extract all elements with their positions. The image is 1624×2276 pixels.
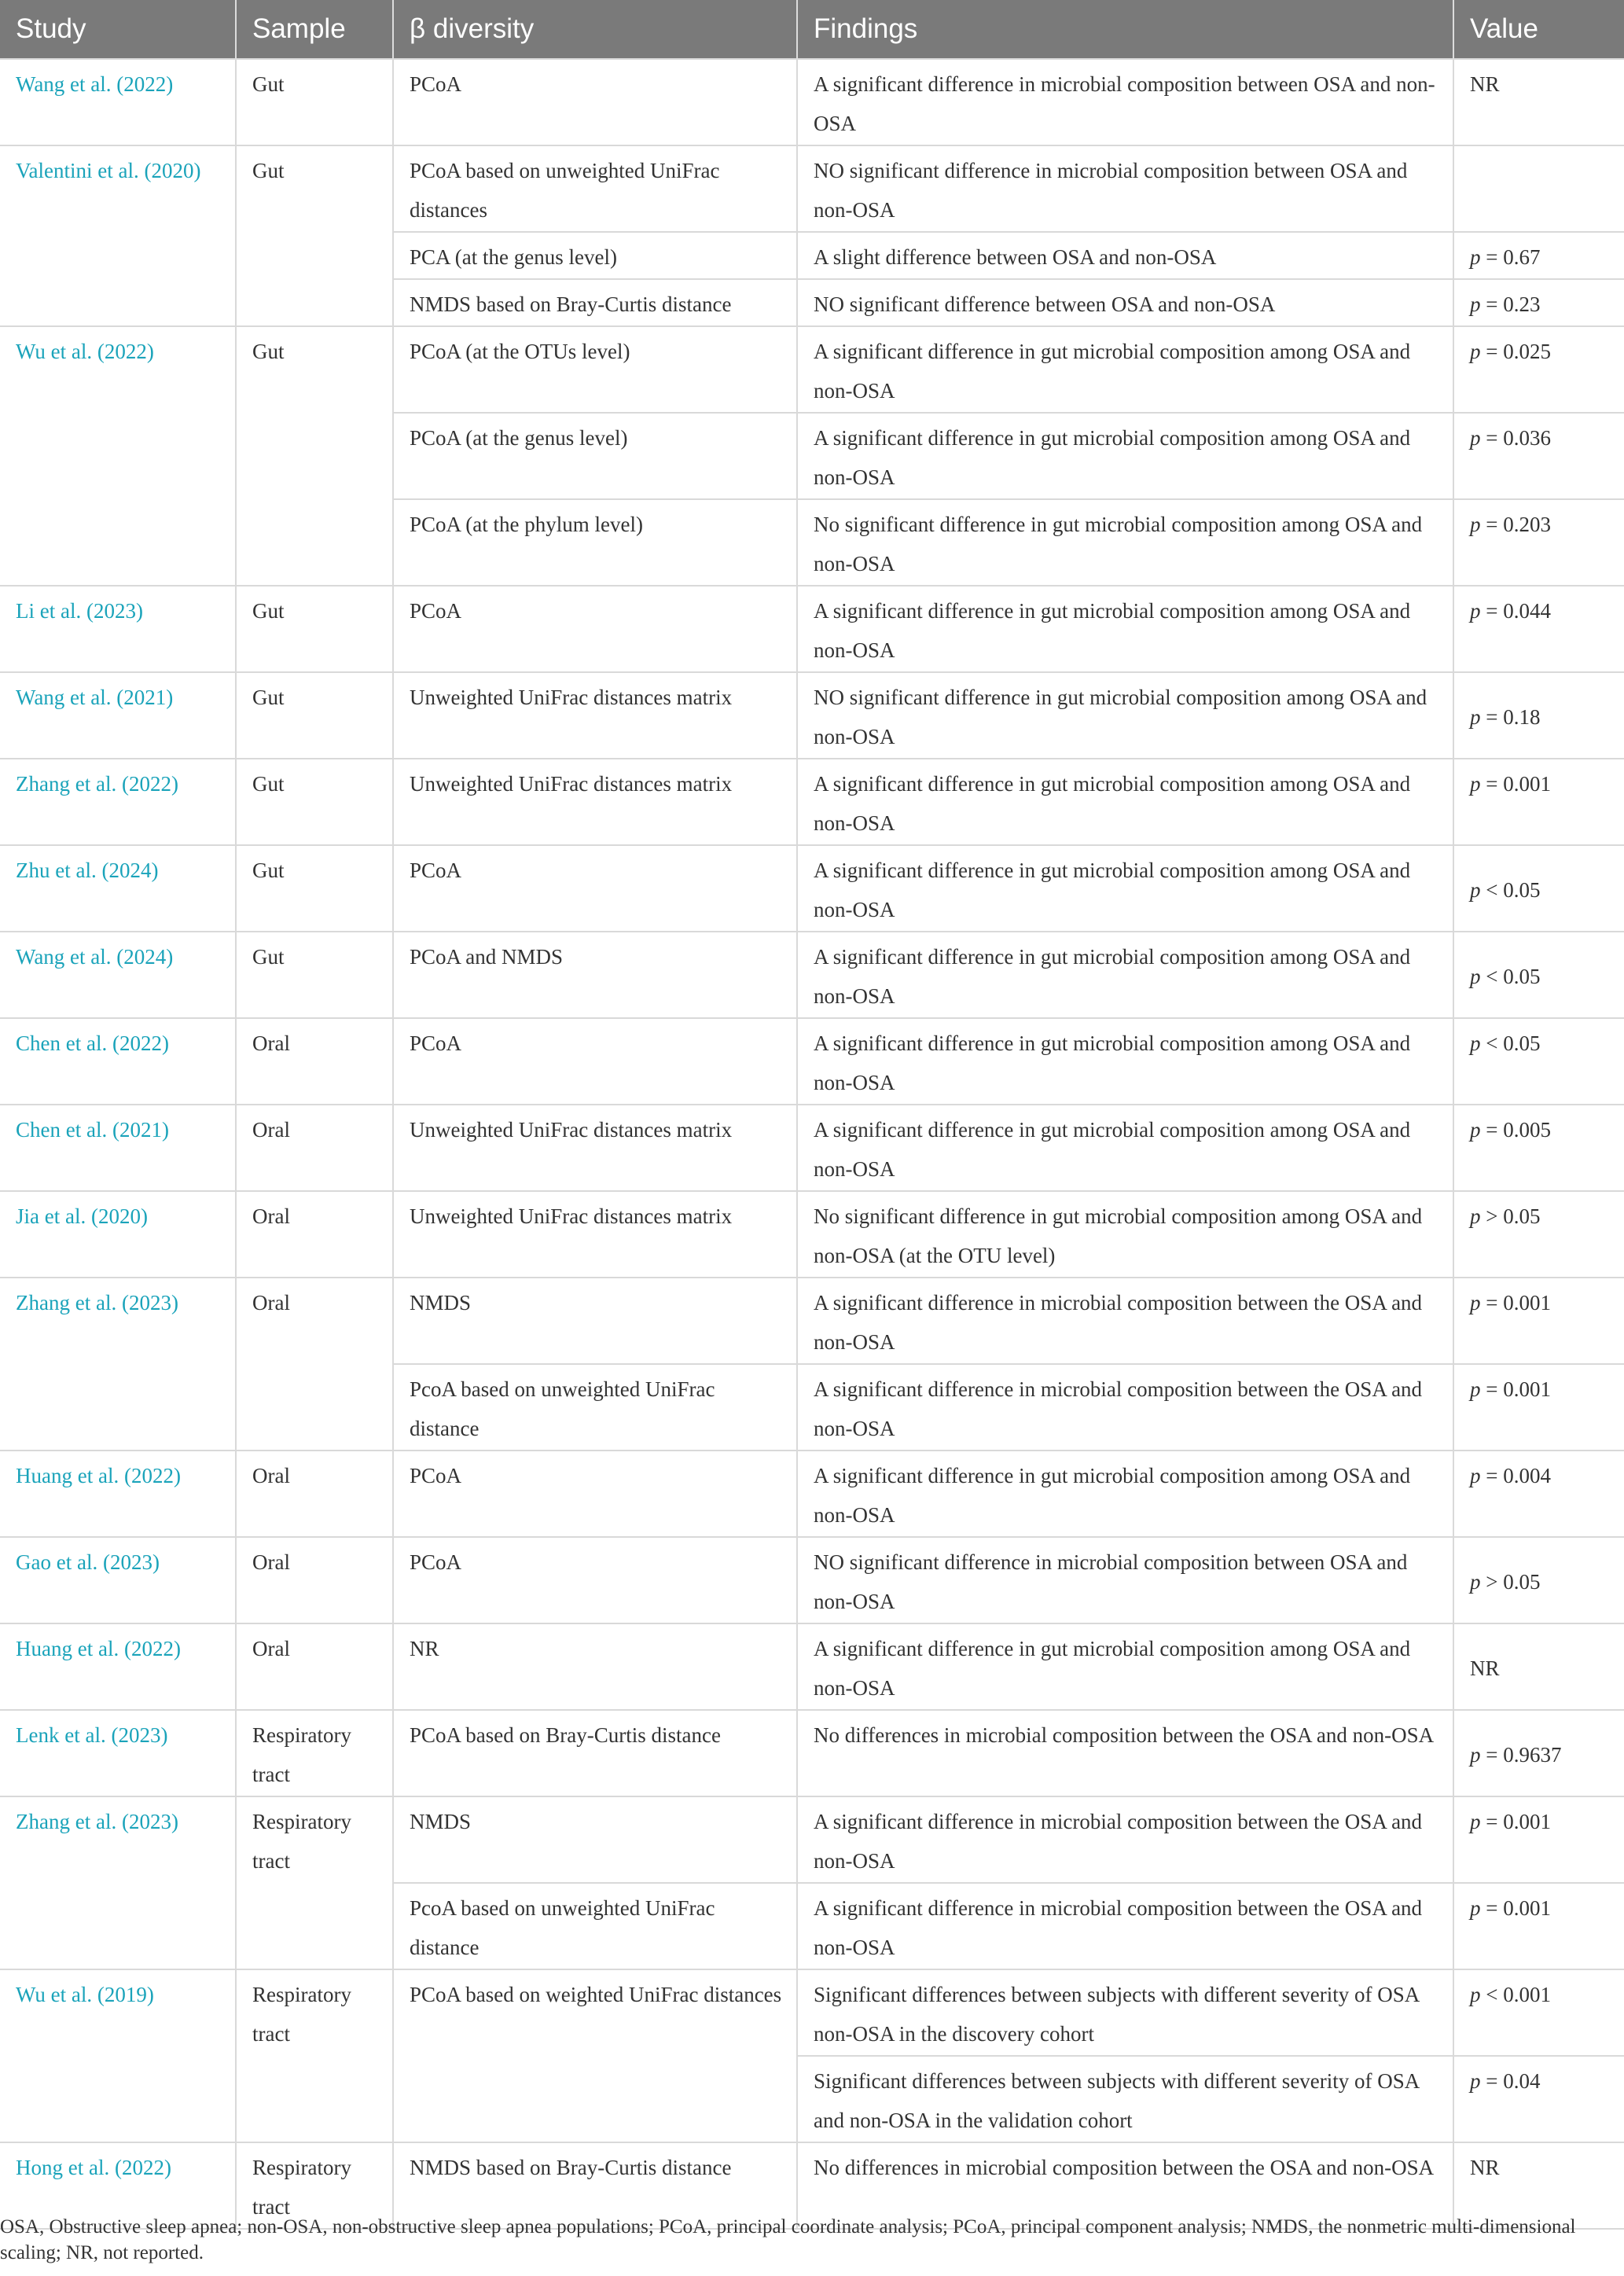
sample-cell: Oral <box>236 1537 393 1623</box>
sample-cell: Gut <box>236 59 393 145</box>
value-cell: p = 0.203 <box>1453 499 1624 586</box>
table-row <box>0 145 1624 232</box>
beta-diversity-cell: PcoA based on unweighted UniFrac distance <box>393 1883 797 1969</box>
study-link[interactable]: Zhang et al. (2022) <box>0 759 236 845</box>
findings-cell: Significant differences between subjects with different severity of OSA non-OSA in the discovery cohort <box>797 1969 1453 2056</box>
sample-cell: Gut <box>236 759 393 845</box>
value-cell: p = 0.001 <box>1453 1364 1624 1451</box>
study-link[interactable]: Hong et al. (2022) <box>0 2142 236 2229</box>
findings-cell: No significant difference in gut microbial composition among OSA and non-OSA <box>797 499 1453 586</box>
beta-diversity-cell: PCoA <box>393 586 797 672</box>
value-cell: p = 0.005 <box>1453 1105 1624 1191</box>
table-row <box>0 326 1624 413</box>
findings-cell: A significant difference in gut microbial composition among OSA and non-OSA <box>797 759 1453 845</box>
table-footnote: OSA, Obstructive sleep apnea; non-OSA, non-obstructive sleep apnea populations; PCoA, principal coordinate analysis; PCoA, principal component analysis; NMDS, the nonmetric multi-dimensional scaling; NR, not reported. <box>0 2216 1576 2263</box>
sample-cell: Respiratory tract <box>236 1796 393 1969</box>
beta-diversity-cell: Unweighted UniFrac distances matrix <box>393 672 797 759</box>
study-link[interactable]: Wu et al. (2019) <box>0 1969 236 2142</box>
sample-cell: Gut <box>236 672 393 759</box>
beta-diversity-cell: PCoA <box>393 845 797 932</box>
beta-diversity-cell: PcoA based on unweighted UniFrac distance <box>393 1364 797 1451</box>
sample-cell: Oral <box>236 1451 393 1537</box>
beta-diversity-cell: NMDS <box>393 1796 797 1883</box>
sample-cell: Oral <box>236 1105 393 1191</box>
findings-cell: A significant difference in gut microbial composition among OSA and non-OSA <box>797 413 1453 499</box>
findings-cell: A significant difference in microbial composition between the OSA and non-OSA <box>797 1796 1453 1883</box>
header-sample: Sample <box>236 0 393 59</box>
header-study: Study <box>0 0 236 59</box>
value-cell: p = 0.04 <box>1453 2056 1624 2142</box>
beta-diversity-cell: NMDS based on Bray-Curtis distance <box>393 2142 797 2229</box>
value-cell: p = 0.23 <box>1453 279 1624 326</box>
beta-diversity-cell: Unweighted UniFrac distances matrix <box>393 759 797 845</box>
value-cell: p = 0.025 <box>1453 326 1624 413</box>
study-link[interactable]: Lenk et al. (2023) <box>0 1710 236 1796</box>
table-row <box>0 759 1624 845</box>
findings-cell: A significant difference in gut microbial composition among OSA and non-OSA <box>797 845 1453 932</box>
table-row <box>0 1105 1624 1191</box>
sample-cell: Respiratory tract <box>236 2142 393 2229</box>
beta-diversity-cell: PCoA <box>393 1018 797 1105</box>
findings-cell: A significant difference in gut microbial composition among OSA and non-OSA <box>797 1623 1453 1710</box>
table-row <box>0 1278 1624 1364</box>
findings-cell: No differences in microbial composition between the OSA and non-OSA <box>797 1710 1453 1796</box>
table-row <box>0 1451 1624 1537</box>
value-cell: p = 0.001 <box>1453 759 1624 845</box>
beta-diversity-cell: PCoA based on Bray-Curtis distance <box>393 1710 797 1796</box>
beta-diversity-cell: PCoA (at the OTUs level) <box>393 326 797 413</box>
beta-diversity-cell: PCoA <box>393 1451 797 1537</box>
study-link[interactable]: Wang et al. (2024) <box>0 932 236 1018</box>
findings-cell: No differences in microbial composition between the OSA and non-OSA <box>797 2142 1453 2229</box>
beta-diversity-cell: PCoA <box>393 1537 797 1623</box>
header-findings: Findings <box>797 0 1453 59</box>
table-row <box>0 1537 1624 1623</box>
findings-cell: A significant difference in microbial composition between OSA and non-OSA <box>797 59 1453 145</box>
beta-diversity-cell: Unweighted UniFrac distances matrix <box>393 1191 797 1278</box>
study-link[interactable]: Chen et al. (2021) <box>0 1105 236 1191</box>
table-row <box>0 932 1624 1018</box>
value-cell: p = 0.036 <box>1453 413 1624 499</box>
table-header-row <box>0 0 1624 59</box>
study-link[interactable]: Zhu et al. (2024) <box>0 845 236 932</box>
study-link[interactable]: Zhang et al. (2023) <box>0 1278 236 1451</box>
value-cell: p > 0.05 <box>1453 1537 1624 1623</box>
study-link[interactable]: Valentini et al. (2020) <box>0 145 236 326</box>
table-row <box>0 1969 1624 2056</box>
findings-cell: A significant difference in microbial composition between the OSA and non-OSA <box>797 1883 1453 1969</box>
value-cell: p = 0.001 <box>1453 1796 1624 1883</box>
value-cell: p = 0.18 <box>1453 672 1624 759</box>
table-row <box>0 1623 1624 1710</box>
beta-diversity-cell: PCoA and NMDS <box>393 932 797 1018</box>
findings-cell: NO significant difference in gut microbial composition among OSA and non-OSA <box>797 672 1453 759</box>
value-cell: p < 0.05 <box>1453 1018 1624 1105</box>
header-beta-diversity: β diversity <box>393 0 797 59</box>
beta-diversity-cell: PCoA based on weighted UniFrac distances <box>393 1969 797 2142</box>
findings-cell: A significant difference in gut microbial composition among OSA and non-OSA <box>797 1018 1453 1105</box>
table-row <box>0 1018 1624 1105</box>
value-cell: p < 0.05 <box>1453 932 1624 1018</box>
findings-cell: Significant differences between subjects with different severity of OSA and non-OSA in the validation cohort <box>797 2056 1453 2142</box>
sample-cell: Gut <box>236 932 393 1018</box>
sample-cell: Oral <box>236 1278 393 1451</box>
beta-diversity-cell: PCoA <box>393 59 797 145</box>
study-link[interactable]: Chen et al. (2022) <box>0 1018 236 1105</box>
findings-cell: A significant difference in gut microbial composition among OSA and non-OSA <box>797 1451 1453 1537</box>
value-cell: p = 0.044 <box>1453 586 1624 672</box>
value-cell: p > 0.05 <box>1453 1191 1624 1278</box>
sample-cell: Oral <box>236 1018 393 1105</box>
value-cell: NR <box>1453 2142 1624 2229</box>
study-link[interactable]: Li et al. (2023) <box>0 586 236 672</box>
table-row <box>0 672 1624 759</box>
study-link[interactable]: Huang et al. (2022) <box>0 1451 236 1537</box>
study-link[interactable]: Wang et al. (2021) <box>0 672 236 759</box>
beta-diversity-cell: NMDS based on Bray-Curtis distance <box>393 279 797 326</box>
header-value: Value <box>1453 0 1624 59</box>
beta-diversity-cell: Unweighted UniFrac distances matrix <box>393 1105 797 1191</box>
study-link[interactable]: Huang et al. (2022) <box>0 1623 236 1710</box>
value-cell: p = 0.67 <box>1453 232 1624 279</box>
beta-diversity-cell: PCoA based on unweighted UniFrac distances <box>393 145 797 232</box>
sample-cell: Gut <box>236 145 393 326</box>
table-row <box>0 586 1624 672</box>
study-link[interactable]: Zhang et al. (2023) <box>0 1796 236 1969</box>
findings-cell: NO significant difference between OSA and non-OSA <box>797 279 1453 326</box>
findings-cell: A significant difference in microbial composition between the OSA and non-OSA <box>797 1278 1453 1364</box>
table-row <box>0 845 1624 932</box>
study-link[interactable]: Jia et al. (2020) <box>0 1191 236 1278</box>
study-link[interactable]: Gao et al. (2023) <box>0 1537 236 1623</box>
findings-cell: NO significant difference in microbial composition between OSA and non-OSA <box>797 145 1453 232</box>
study-link[interactable]: Wang et al. (2022) <box>0 59 236 145</box>
findings-cell: A significant difference in gut microbial composition among OSA and non-OSA <box>797 326 1453 413</box>
table-row <box>0 1796 1624 1883</box>
value-cell: p = 0.004 <box>1453 1451 1624 1537</box>
findings-cell: A slight difference between OSA and non-OSA <box>797 232 1453 279</box>
beta-diversity-cell: PCoA (at the genus level) <box>393 413 797 499</box>
table-row <box>0 59 1624 145</box>
sample-cell: Gut <box>236 326 393 586</box>
sample-cell: Gut <box>236 845 393 932</box>
study-link[interactable]: Wu et al. (2022) <box>0 326 236 586</box>
beta-diversity-cell: PCoA (at the phylum level) <box>393 499 797 586</box>
value-cell: p = 0.001 <box>1453 1278 1624 1364</box>
table-body <box>0 59 1624 2229</box>
findings-cell: NO significant difference in microbial composition between OSA and non-OSA <box>797 1537 1453 1623</box>
sample-cell: Respiratory tract <box>236 1710 393 1796</box>
sample-cell: Respiratory tract <box>236 1969 393 2142</box>
findings-cell: A significant difference in gut microbial composition among OSA and non-OSA <box>797 586 1453 672</box>
value-cell: NR <box>1453 59 1624 145</box>
beta-diversity-cell: NMDS <box>393 1278 797 1364</box>
value-cell: p = 0.9637 <box>1453 1710 1624 1796</box>
table-row <box>0 1710 1624 1796</box>
findings-cell: A significant difference in gut microbial composition among OSA and non-OSA <box>797 1105 1453 1191</box>
value-cell: p < 0.05 <box>1453 845 1624 932</box>
value-cell: p = 0.001 <box>1453 1883 1624 1969</box>
beta-diversity-cell: NR <box>393 1623 797 1710</box>
table-row <box>0 1191 1624 1278</box>
value-cell <box>1453 145 1624 232</box>
findings-cell: A significant difference in microbial composition between the OSA and non-OSA <box>797 1364 1453 1451</box>
value-cell: p < 0.001 <box>1453 1969 1624 2056</box>
sample-cell: Oral <box>236 1623 393 1710</box>
sample-cell: Oral <box>236 1191 393 1278</box>
sample-cell: Gut <box>236 586 393 672</box>
findings-cell: A significant difference in gut microbial composition among OSA and non-OSA <box>797 932 1453 1018</box>
value-cell: NR <box>1453 1623 1624 1710</box>
findings-cell: No significant difference in gut microbial composition among OSA and non-OSA (at the OTU level) <box>797 1191 1453 1278</box>
beta-diversity-cell: PCA (at the genus level) <box>393 232 797 279</box>
